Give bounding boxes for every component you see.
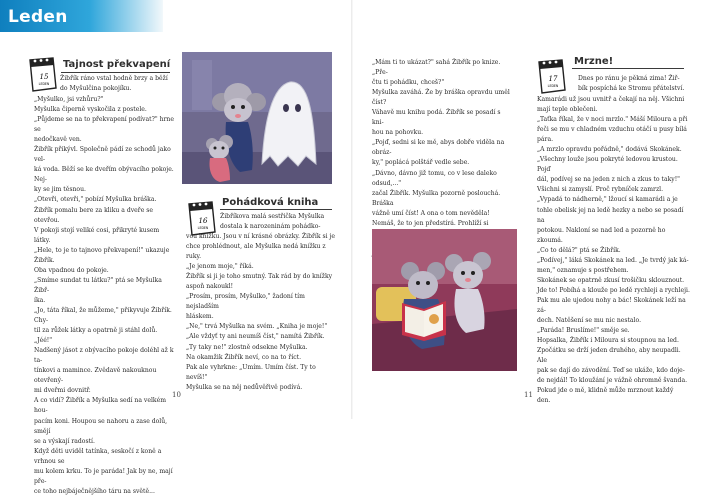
text-line: potokou. Nakloní se nad led a pozorně ho zkoumá.	[537, 226, 666, 244]
text-line: Nemáš, že to jen předstírá. Prohlíží si	[372, 219, 489, 227]
text-line: čtu ti pohádku, chceš?"	[372, 79, 445, 87]
text-line: ky," poplácá polštář vedle sebe.	[372, 159, 470, 167]
text-line: hou na pohovku.	[372, 129, 424, 137]
text-line: Žibřík ráno vstal hodně brzy a běží	[60, 75, 168, 82]
text-line: „A mrzlo opravdu pořádně," dodává Skokánek.	[537, 146, 682, 154]
text-line: pak se dají do závodění. Teď se ukáže, kdo doje-	[537, 367, 685, 375]
text-line: Všichni si zamyslí. Proč rybníček zamrzl.	[537, 186, 664, 194]
text-line: Pokud jde o mě, klidně může mrznout každý	[537, 387, 674, 395]
text-line: „Ale vždyť ty ani neumíš číst," namítá Žibřík.	[186, 333, 325, 341]
month-tab	[0, 0, 163, 32]
story3-intro	[578, 74, 690, 94]
text-line: Žibřík pomalu bere za kliku a dveře se otevřou.	[34, 206, 153, 224]
text-line: „Co to dělá?" ptá se Žibřík.	[537, 246, 621, 254]
text-line: mají teple oblečeni.	[537, 106, 598, 114]
text-line: „Ty taky ne!" zlostně odsekne Myšulka.	[186, 343, 308, 351]
text-line: „Dávno, dávno již tomu, co v lese daleko odsud,..."	[372, 169, 497, 187]
text-line: mu kolem krku. To je paráda! Jak by ne, mají pře-	[34, 467, 173, 485]
text-line: Nadšený jásot z obývacího pokoje doléhl až k ta-	[34, 347, 174, 365]
text-line: začal Žibřík. Myšulka pozorně poslouchá. Bráška	[372, 189, 501, 207]
calendar-month: LEDEN	[197, 226, 209, 230]
text-line: pacím koni. Houpou se nahoru a zase dolů, smějí	[34, 417, 168, 435]
text-line: se a výskají radostí.	[34, 437, 95, 445]
page-number-left: 10	[172, 391, 181, 399]
text-line: „Myšulko, jsi vzhůru?"	[34, 96, 104, 103]
text-line: dál, podívej se na jeden z nich a zkus to taky!"	[537, 176, 680, 184]
text-line: Jde to! Pobíhá a klouže po ledě rychleji a rychleji.	[537, 286, 690, 294]
text-line: til za růžek látky a opatrně ji stáhl dolů.	[34, 327, 158, 335]
calendar-icon-17	[536, 58, 567, 96]
illustration-surprise	[182, 52, 332, 184]
page-gutter	[351, 0, 353, 419]
text-line: tohle obelisk jej na ledě hezky a nebo se posadí na	[537, 206, 684, 224]
text-line: Myšulka čiperně vyskočila z postele.	[34, 106, 147, 114]
text-line: Skokánek se opatrně zkusí trošičku sklouznout.	[537, 276, 685, 284]
story-title-3: Mrzne!	[574, 56, 614, 67]
calendar-day: 17	[548, 75, 558, 83]
text-line: „Smíme sundat tu látku?" ptá se Myšulka Žibř-	[34, 276, 162, 294]
text-line: „Pojď, sedni si ke mě, abys dobře viděla na obráz-	[372, 139, 505, 157]
title-underline	[572, 68, 684, 69]
text-line: den.	[537, 397, 551, 405]
text-line: řeči se mu v chladném vzduchu otáčí u pusy bílá	[537, 126, 687, 134]
text-line: „Paráda! Bruslíme!" směje se.	[537, 327, 630, 335]
text-line: Žibřík si ji je toho smutný. Tak rád by do knížky	[186, 273, 333, 281]
text-line: ce toho nejbáječnějšího táru na světě...	[34, 487, 155, 495]
text-line: Oba vpadnou do pokoje.	[34, 266, 109, 274]
text-line: „Všechny louže jsou pokryté ledovou krustou. Pojď	[537, 156, 678, 174]
text-line: „Jéé!"	[34, 337, 53, 345]
text-line: „Jo, táta říkal, že můžeme," přikyvuje Žibřík. Chy-	[34, 306, 172, 325]
calendar-day: 15	[39, 73, 49, 81]
illustration-reading	[372, 229, 517, 371]
story1-intro	[60, 74, 176, 94]
text-line: Když děti uviděl tatínka, seskočí z koně a vrhnou se	[34, 447, 162, 465]
text-line: Žibřík přikývl. Společně pádí ze schodů jako vel-	[34, 146, 171, 164]
title-underline	[220, 209, 332, 210]
text-line: íka.	[34, 296, 46, 304]
text-line: ky se jim těsnou.	[34, 186, 86, 194]
text-line: Váhavě mu knihu podá. Žibřík se posadí s kni-	[372, 109, 501, 127]
text-line: hláskem.	[186, 313, 214, 321]
text-line: A co vidí? Žibřík a Myšulka sedí na velkém hou-	[34, 397, 166, 415]
text-line: „Hele, to je to tajnovo překvapení!" ukazuje Žibřík.	[34, 246, 170, 264]
month-title: Leden	[8, 7, 68, 27]
text-line: „Je jenom moje," říká.	[186, 263, 254, 271]
text-line: de nejdál! To kloužání je vážně ohromně švanda.	[537, 377, 688, 385]
story-title-2: Pohádková kniha	[222, 197, 319, 208]
text-line: „Otevři, otevři," pobízí Myšulka bráška.	[34, 196, 157, 204]
story1-body	[34, 95, 174, 497]
text-line: „Taťka říkal, že v noci mrzlo." Máší Miloura a při	[537, 116, 688, 124]
calendar-day: 16	[198, 217, 208, 225]
text-line: Pak mu ale ujedou nohy a bác! Skokánek leží na zá-	[537, 296, 686, 314]
text-line: bík pospíchá ke Stromu přátelství.	[578, 85, 685, 93]
text-line: Pak ale vyhrkne: „Umím. Umím číst. Ty to nevíš!"	[186, 363, 316, 381]
text-line: do Myšulčina pokojíku.	[60, 85, 132, 93]
title-underline	[61, 72, 170, 73]
calendar-month: LEDEN	[547, 84, 559, 88]
text-line: nedočkavě ven.	[34, 136, 82, 144]
story2-body	[186, 232, 338, 393]
text-line: Hopsalka, Žibřík i Miloura si stoupnou na led.	[537, 337, 679, 345]
text-line: vou knížku. Jsou v ní krásné obrázky. Žibřík si je	[186, 233, 335, 240]
story2-intro	[220, 212, 338, 232]
text-line: „Půjdeme se na to překvapení podívat?" hrne se	[34, 116, 174, 134]
text-line: tínkovi a mamince. Zvědavě nakouknou otevřený-	[34, 367, 157, 385]
text-line: Dnes po ránu je pěkná zima! Žiř-	[578, 75, 680, 82]
calendar-icon-15	[27, 56, 58, 94]
text-line: chce prohlédnout, ale Myšulka nedá knížku z ruky.	[186, 243, 326, 261]
text-line: Kamarádi už jsou uvnitř a čekají na něj. Všichni	[537, 96, 685, 103]
text-line: Zpočátku se drží jeden druhého, aby neupadli. Ale	[537, 347, 681, 365]
text-line: V pokoji stojí veliké cosi, přikryté kusem látky.	[34, 226, 160, 244]
text-line: pára.	[537, 136, 554, 144]
text-line: „Ne," trvá Myšulka na svém. „Kniha je moje!"	[186, 323, 328, 331]
page-number-right: 11	[524, 391, 533, 399]
text-line: „Prosím, prosím, Myšulko," žadoní tím nejsladším	[186, 293, 305, 311]
text-line: mi dveřmi dovnitř.	[34, 387, 91, 395]
text-line: dech. Natěšení se mu nic nestalo.	[537, 317, 642, 325]
story3-body	[537, 95, 691, 406]
text-line: men," oznamuje s postřehem.	[537, 266, 629, 274]
calendar-month: LEDEN	[38, 82, 50, 86]
text-line: aspoň nakoukl!	[186, 283, 234, 291]
story-title-1: Tajnost překvapení	[63, 59, 171, 70]
text-line: Žibříkova malá sestřička Myšulka	[220, 213, 325, 220]
text-line: „Podívej," láká Skokánek na led. „Je tvrdý jak ká-	[537, 256, 689, 264]
text-line: ká voda. Běží se ke dveřím obývacího pokoje. Nej-	[34, 166, 174, 184]
text-line: Myšulka zaváhá. Že by bráška opravdu uměl číst?	[372, 89, 510, 107]
text-line: dostala k narozeninám pohádko-	[220, 223, 321, 231]
text-line: vážně umí číst! A ona o tom nevěděla!	[372, 209, 490, 217]
text-line: Na okamžik Žibřík neví, co na to říct.	[186, 353, 302, 361]
text-line: „Mám ti to ukázat?" sahá Žibřík po knize. „Pře-	[372, 59, 501, 77]
text-line: „Vypadá to nádherně," lžoucí si kamarádi a je	[537, 196, 678, 204]
text-line: Myšulka se na něj nedůvěřivě podívá.	[186, 383, 303, 391]
